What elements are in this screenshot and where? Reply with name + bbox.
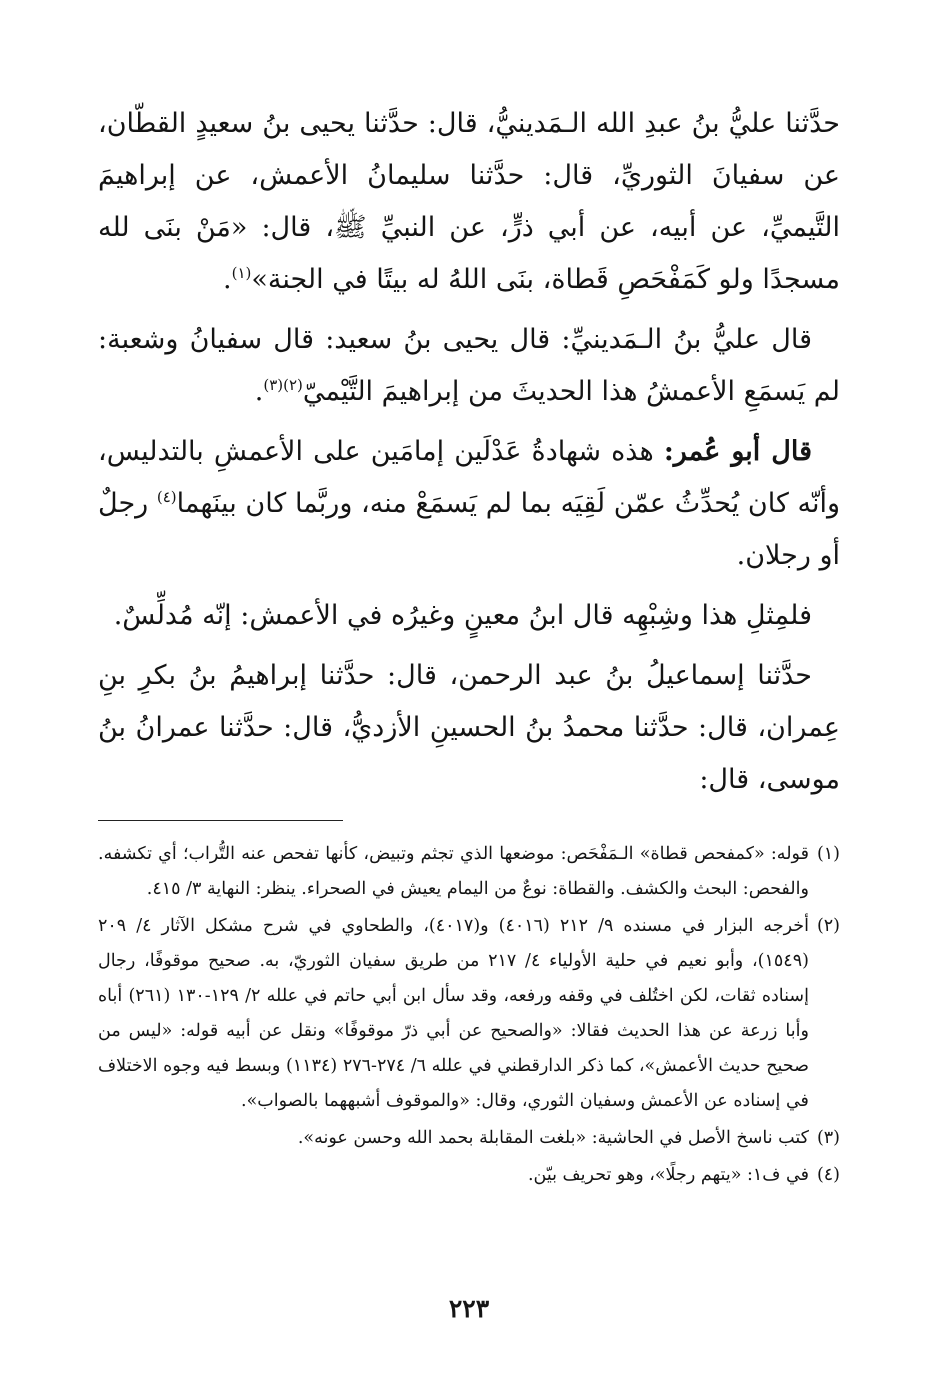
paragraph-1-end: .: [222, 264, 232, 295]
footnote-divider: [98, 820, 343, 821]
footnote-2: [98, 909, 840, 1119]
paragraph-3: [98, 426, 840, 582]
paragraph-4-text: فلمِثلِ هذا وشِبْهِه قال ابنُ معينٍ وغيرُه في الأعمش: إنّه مُدلِّسٌ.: [113, 600, 812, 631]
footnote-3-number: (٣): [816, 1128, 840, 1148]
footnote-4-text: في ف١: «يتهم رجلًا»، وهو تحريف بيّن.: [527, 1165, 809, 1185]
book-page: [98, 98, 840, 1348]
footnote-2-number: (٢): [816, 916, 840, 936]
paragraph-2: [98, 314, 840, 418]
page-number: ٢٢٣: [448, 1294, 490, 1323]
footnotes: [98, 837, 840, 1193]
paragraph-2-end: .: [254, 376, 264, 407]
paragraph-5: [98, 650, 840, 806]
main-text: [98, 98, 840, 806]
paragraph-1: [98, 98, 840, 306]
paragraph-4: [98, 590, 840, 642]
footnote-ref-1: (١): [231, 264, 252, 282]
footnote-1: [98, 837, 840, 907]
footnote-2-text: أخرجه البزار في مسنده ٩/ ٢١٢ (٤٠١٦) و(٤٠١٧)، والطحاوي في شرح مشكل الآثار ٤/ ٢٠٩ (١٥٤٩)، وأبو نعيم في حلية الأولياء ٤/ ٢١٧ من طريق سفيان الثوريّ، به. صحيح موقوفًا، رجال إسناده ثقات، لكن اختُلف في وقفه ورفعه، وقد سأل ابن أبي حاتم في علله ٢/ ١٢٩-١٣٠ (٢٦١) أباه وأبا زرعة عن هذا الحديث فقالا: «والصحيح عن أبي ذرّ موقوفًا» ونقل عن أبيه قوله: «ليس من صحيح حديث الأعمش»، كما ذكر الدارقطني في علله ٦/ ٢٧٤-٢٧٦ (١١٣٤) وبسط فيه وجوه الاختلاف في إسناده عن الأعمش وسفيان الثوري، وقال: «والموقوف أشبههما بالصواب».: [98, 916, 809, 1111]
footnote-3: [98, 1121, 840, 1156]
paragraph-3-lead: قال أبو عُمر:: [663, 436, 812, 467]
paragraph-2-text: قال عليُّ بنُ الـمَدينيِّ: قال يحيى بنُ سعيد: قال سفيانُ وشعبة: لم يَسمَعِ الأعمشُ هذا الحديثَ من إبراهيمَ التَّيْميّ: [98, 324, 840, 407]
footnote-1-number: (١): [816, 844, 840, 864]
paragraph-1-text: حدَّثنا عليُّ بنُ عبدِ الله الـمَدينيُّ، قال: حدَّثنا يحيى بنُ سعيدٍ القطّان، عن سفيانَ الثوريِّ، قال: حدَّثنا سليمانُ الأعمش، عن إبراهيمَ التَّيميِّ، عن أبيه، عن أبي ذرٍّ، عن النبيِّ ﷺ، قال: «مَنْ بنَى لله مسجدًا ولو كَمَفْحَصِ قَطاة، بنَى اللهُ له بيتًا في الجنة»: [98, 108, 840, 295]
footnote-4: [98, 1158, 840, 1193]
footnote-ref-2-3: (٢)(٣): [263, 376, 303, 394]
footnote-4-number: (٤): [816, 1165, 840, 1185]
paragraph-3-text: هذه شهادةُ عَدْلَين إمامَين على الأعمشِ بالتدليس، وأنّه كان يُحدِّثُ عمّن لَقِيَه بما لم يَسمَعْ منه، وربَّما كان بينَهما: [98, 436, 840, 519]
footnote-ref-4: (٤): [156, 488, 177, 506]
footnote-3-text: كتب ناسخ الأصل في الحاشية: «بلغت المقابلة بحمد الله وحسن عونه».: [297, 1128, 809, 1148]
paragraph-5-text: حدَّثنا إسماعيلُ بنُ عبد الرحمن، قال: حدَّثنا إبراهيمُ بنُ بكرِ بنِ عِمران، قال: حدَّثنا محمدُ بنُ الحسينِ الأزديُّ، قال: حدَّثنا عمرانُ بنُ موسى، قال:: [98, 660, 840, 795]
paragraph-3-tail: رجلٌ أو رجلان.: [98, 488, 840, 571]
footnote-1-text: قوله: «كمفحص قطاة» الـمَفْحَص: موضعها الذي تجثم وتبيض، كأنها تفحص عنه التُّراب؛ أي تكشفه. والفحص: البحث والكشف. والقطاة: نوعٌ من اليمام يعيش في الصحراء. ينظر: النهاية ٣/ ٤١٥.: [98, 844, 809, 899]
